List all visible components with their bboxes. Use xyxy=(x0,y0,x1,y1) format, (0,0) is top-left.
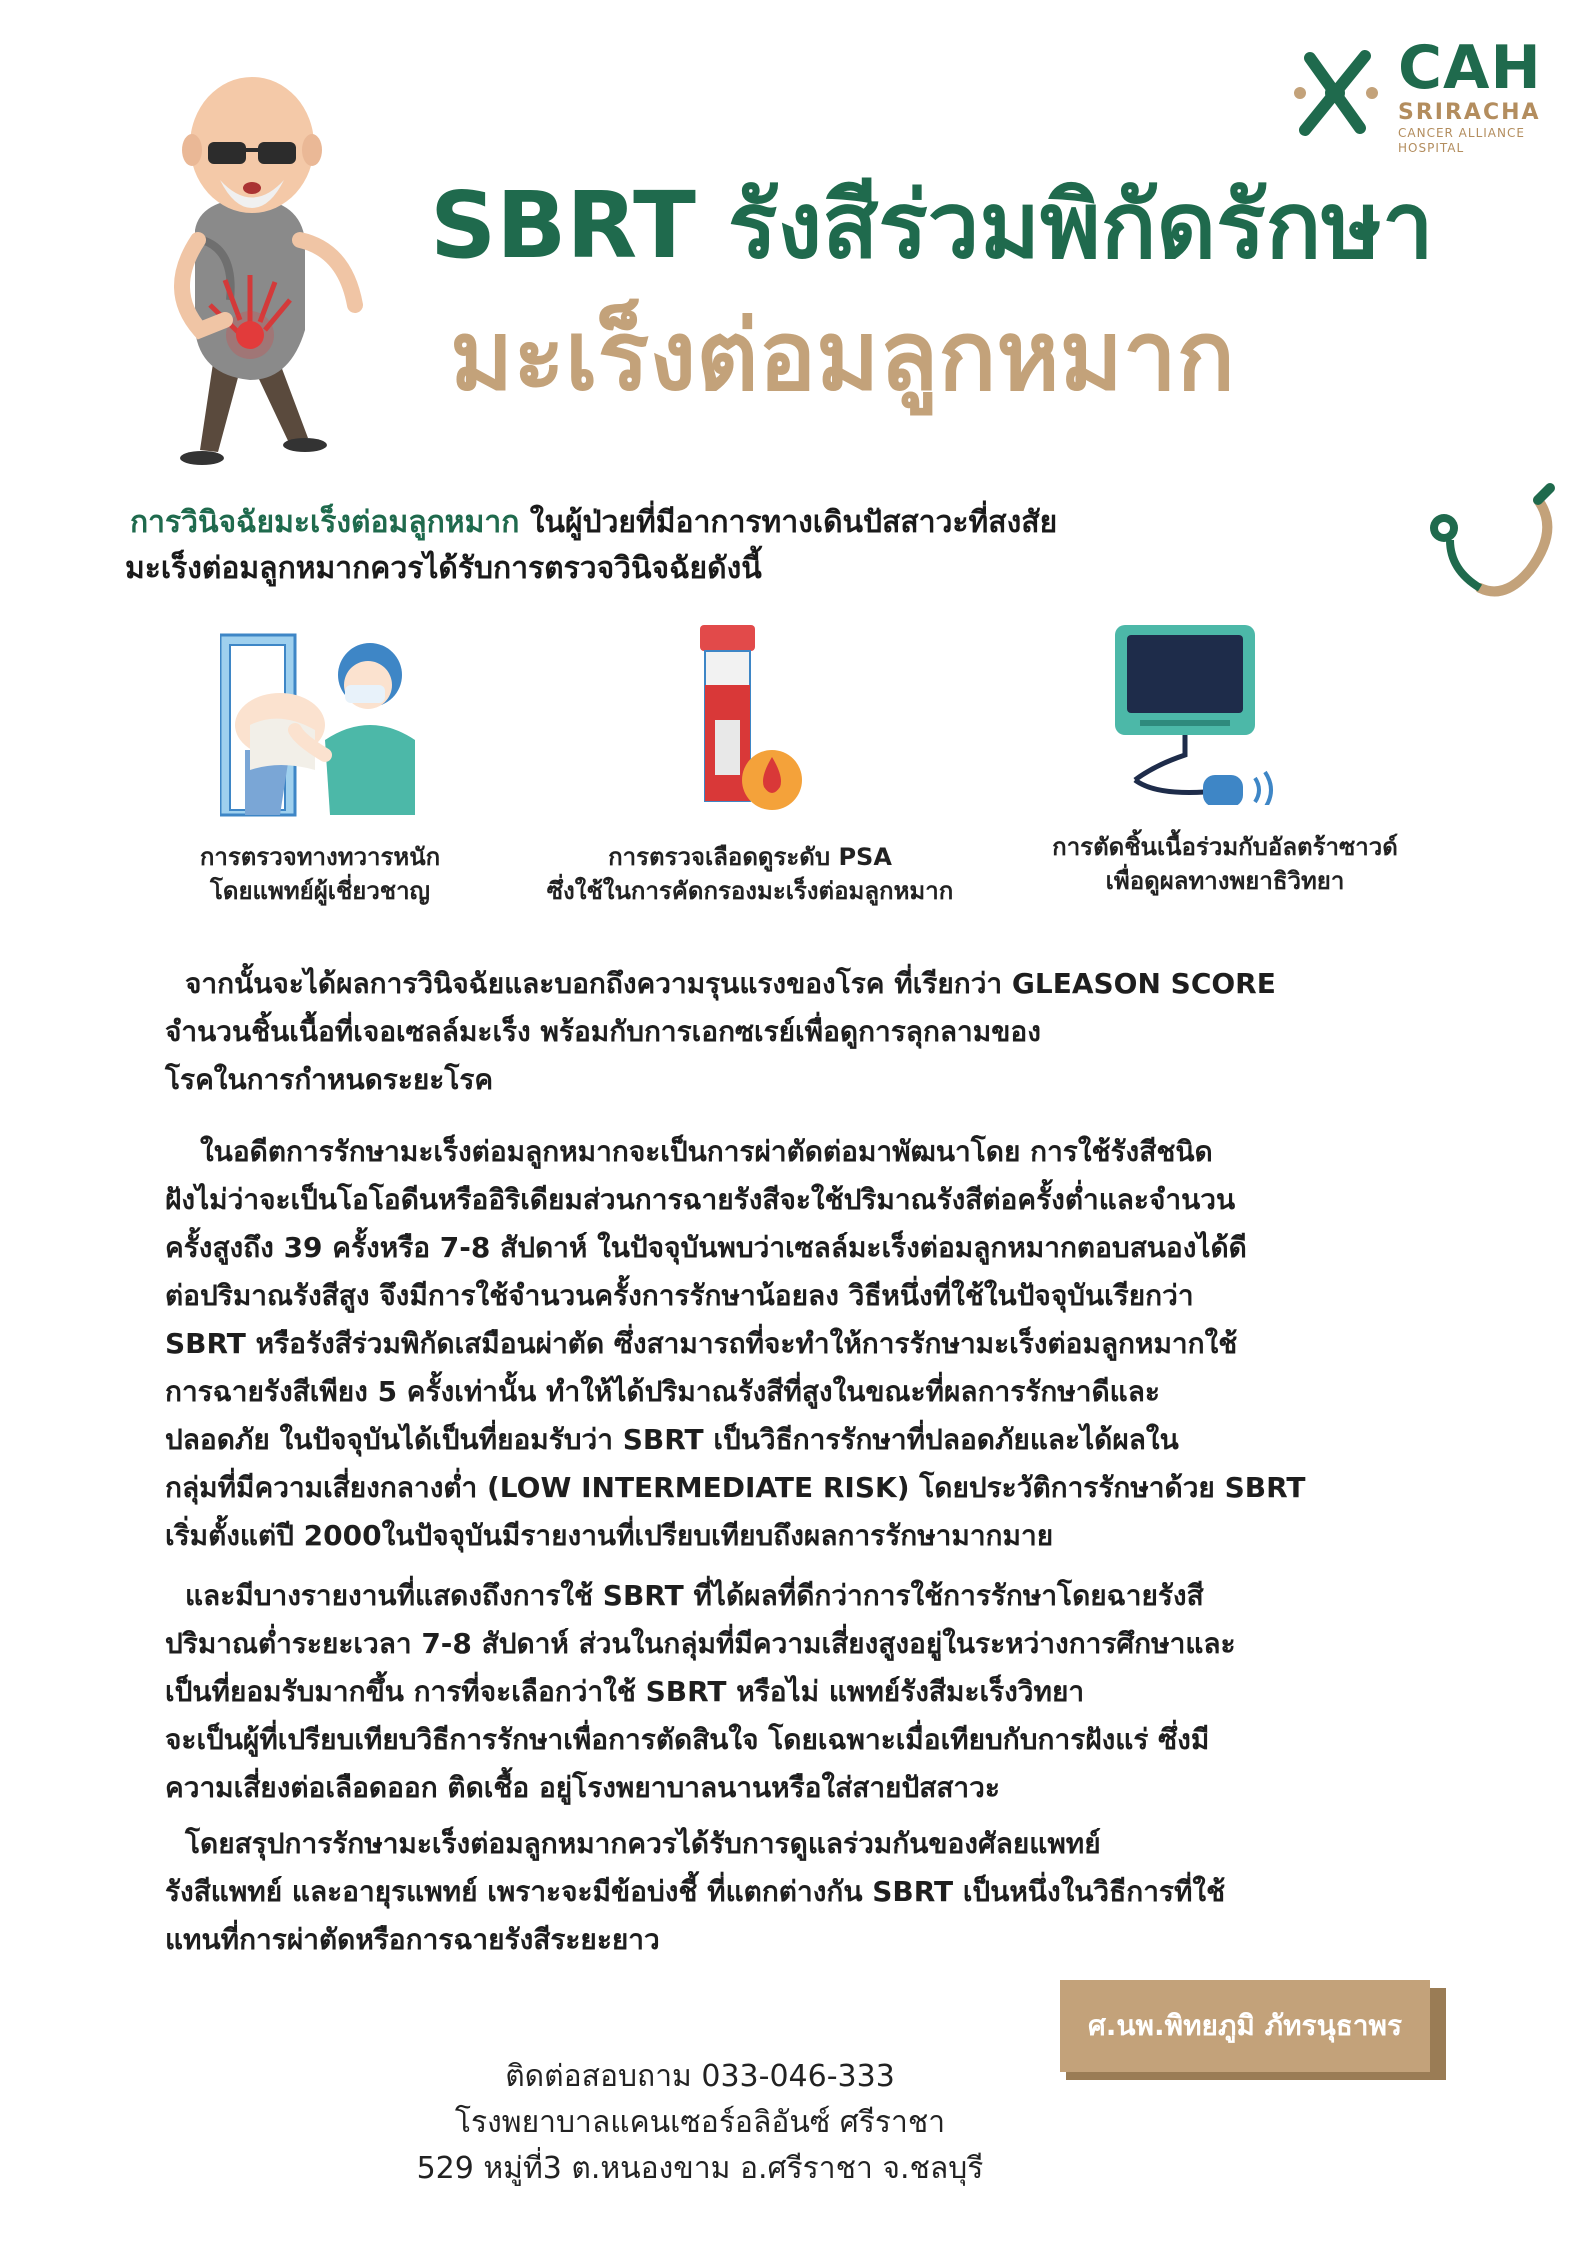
logo-subtitle-1: CANCER ALLIANCE xyxy=(1398,126,1525,140)
p3-line-3: เป็นที่ยอมรับมากขึ้น การที่จะเลือกว่าใช้ SBRT หรือไม่ แพทย์รังสีมะเร็งวิทยา xyxy=(165,1675,1085,1708)
cross-ribbon-icon xyxy=(1280,38,1390,148)
caption-2-line-2: ซึ่งใช้ในการคัดกรองมะเร็งต่อมลูกหมาก xyxy=(546,877,954,905)
p2-line-9: เริ่มตั้งแต่ปี 2000ในปัจจุบันมีรายงานที่เปรียบเทียบถึงผลการรักษามากมาย xyxy=(165,1519,1054,1552)
contact-info xyxy=(300,2054,1100,2192)
p2-line-1: ในอดีตการรักษามะเร็งต่อมลูกหมากจะเป็นการผ่าตัดต่อมาพัฒนาโดย การใช้รังสีชนิด xyxy=(200,1135,1213,1168)
p4-line-3: แทนที่การผ่าตัดหรือการฉายรังสีระยะยาว xyxy=(165,1923,660,1956)
blood-tube-icon xyxy=(690,625,810,820)
doctor-exam-icon xyxy=(220,630,420,820)
intro-line-1 xyxy=(130,500,1390,546)
paragraph-1 xyxy=(165,960,1455,1104)
paragraph-2 xyxy=(165,1128,1455,1560)
p4-line-2: รังสีแพทย์ และอายุรแพทย์ เพราะจะมีข้อบ่งชี้ ที่แตกต่างกัน SBRT เป็นหนึ่งในวิธีการที่ใช้ xyxy=(165,1875,1226,1908)
caption-3-line-1: การตัดชิ้นเนื้อร่วมกับอัลตร้าซาวด์ xyxy=(1052,833,1398,861)
hospital-logo xyxy=(1280,33,1560,158)
intro-line-2: มะเร็งต่อมลูกหมากควรได้รับการตรวจวินิจฉัยดังนี้ xyxy=(125,551,762,586)
p3-line-5: ความเสี่ยงต่อเลือดออก ติดเชื้อ อยู่โรงพยาบาลนานหรือใส่สายปัสสาวะ xyxy=(165,1771,1000,1804)
ultrasound-icon xyxy=(1115,620,1285,805)
caption-1-line-2: โดยแพทย์ผู้เชี่ยวชาญ xyxy=(209,877,431,905)
p3-line-1: และมีบางรายงานที่แสดงถึงการใช้ SBRT ที่ได้ผลที่ดีกว่าการใช้การรักษาโดยฉายรังสี xyxy=(185,1579,1204,1612)
p2-line-4: ต่อปริมาณรังสีสูง จึงมีการใช้จำนวนครั้งการรักษาน้อยลง วิธีหนึ่งที่ใช้ในปัจจุบันเรียกว่า xyxy=(165,1279,1194,1312)
p4-line-1: โดยสรุปการรักษามะเร็งต่อมลูกหมากควรได้รับการดูแลร่วมกันของศัลยแพทย์ xyxy=(185,1827,1101,1860)
title-line-2: มะเร็งต่อมลูกหมาก xyxy=(450,300,1235,412)
p3-line-2: ปริมาณต่ำระยะเวลา 7-8 สัปดาห์ ส่วนในกลุ่มที่มีความเสี่ยงสูงอยู่ในระหว่างการศึกษาและ xyxy=(165,1627,1236,1660)
p2-line-8: กลุ่มที่มีความเสี่ยงกลางต่ำ (LOW INTERMEDIATE RISK) โดยประวัติการรักษาด้วย SBRT xyxy=(165,1471,1306,1504)
p2-line-3: ครั้งสูงถึง 39 ครั้งหรือ 7-8 สัปดาห์ ในปัจจุบันพบว่าเซลล์มะเร็งต่อมลูกหมากตอบสนองได้ดี xyxy=(165,1231,1247,1264)
intro-text xyxy=(125,500,1390,592)
p2-line-7: ปลอดภัย ในปัจจุบันได้เป็นที่ยอมรับว่า SBRT เป็นวิธีการรักษาที่ปลอดภัยและได้ผลใน xyxy=(165,1423,1179,1456)
p3-line-4: จะเป็นผู้ที่เปรียบเทียบวิธีการรักษาเพื่อการตัดสินใจ โดยเฉพาะเมื่อเทียบกับการฝังแร่ ซึ่งมี xyxy=(165,1723,1210,1756)
caption-1-line-1: การตรวจทางทวารหนัก xyxy=(199,843,441,871)
logo-name: CAH xyxy=(1398,33,1542,103)
paragraph-3 xyxy=(165,1572,1455,1812)
intro-highlight: การวินิจฉัยมะเร็งต่อมลูกหมาก xyxy=(130,505,520,540)
p2-line-6: การฉายรังสีเพียง 5 ครั้งเท่านั้น ทำให้ได้ปริมาณรังสีที่สูงในขณะที่ผลการรักษาดีและ xyxy=(165,1375,1160,1408)
p1-line-2: จำนวนชิ้นเนื้อที่เจอเซลล์มะเร็ง พร้อมกับการเอกซเรย์เพื่อดูการลุกลามของ xyxy=(165,1015,1041,1048)
logo-subtitle-2: HOSPITAL xyxy=(1398,141,1465,155)
diagnostic-caption-1 xyxy=(120,840,520,908)
paragraph-4 xyxy=(165,1820,1455,1964)
p2-line-2: ฝังไม่ว่าจะเป็นโอโอดีนหรืออิริเดียมส่วนการฉายรังสีจะใช้ปริมาณรังสีต่อครั้งต่ำและจำนวน xyxy=(165,1183,1236,1216)
elderly-man-illustration xyxy=(140,50,400,470)
diagnostic-caption-2 xyxy=(490,840,1010,908)
contact-phone: ติดต่อสอบถาม 033-046-333 xyxy=(505,2059,895,2094)
author-box: ศ.นพ.พิทยภูมิ ภัทรนุธาพร xyxy=(1060,1980,1430,2072)
stethoscope-icon xyxy=(1410,470,1570,620)
contact-hospital: โรงพยาบาลแคนเซอร์อลิอันซ์ ศรีราชา xyxy=(454,2105,946,2140)
contact-address: 529 หมู่ที่3 ต.หนองขาม อ.ศรีราชา จ.ชลบุรี xyxy=(416,2151,984,2186)
p1-line-1: จากนั้นจะได้ผลการวินิจฉัยและบอกถึงความรุนแรงของโรค ที่เรียกว่า GLEASON SCORE xyxy=(185,967,1276,1000)
title-line-1: SBRT รังสีร่วมพิกัดรักษา xyxy=(430,172,1434,279)
logo-city: SRIRACHA xyxy=(1398,100,1541,125)
caption-2-line-1: การตรวจเลือดดูระดับ PSA xyxy=(608,843,892,871)
intro-rest-1: ในผู้ป่วยที่มีอาการทางเดินปัสสาวะที่สงสัย xyxy=(519,505,1058,540)
caption-3-line-2: เพื่อดูผลทางพยาธิวิทยา xyxy=(1105,867,1345,895)
p1-line-3: โรคในการกำหนดระยะโรค xyxy=(165,1063,494,1096)
p2-line-5: SBRT หรือรังสีร่วมพิกัดเสมือนผ่าตัด ซึ่งสามารถที่จะทำให้การรักษามะเร็งต่อมลูกหมากใช้ xyxy=(165,1327,1238,1360)
diagnostic-caption-3 xyxy=(1000,830,1450,898)
